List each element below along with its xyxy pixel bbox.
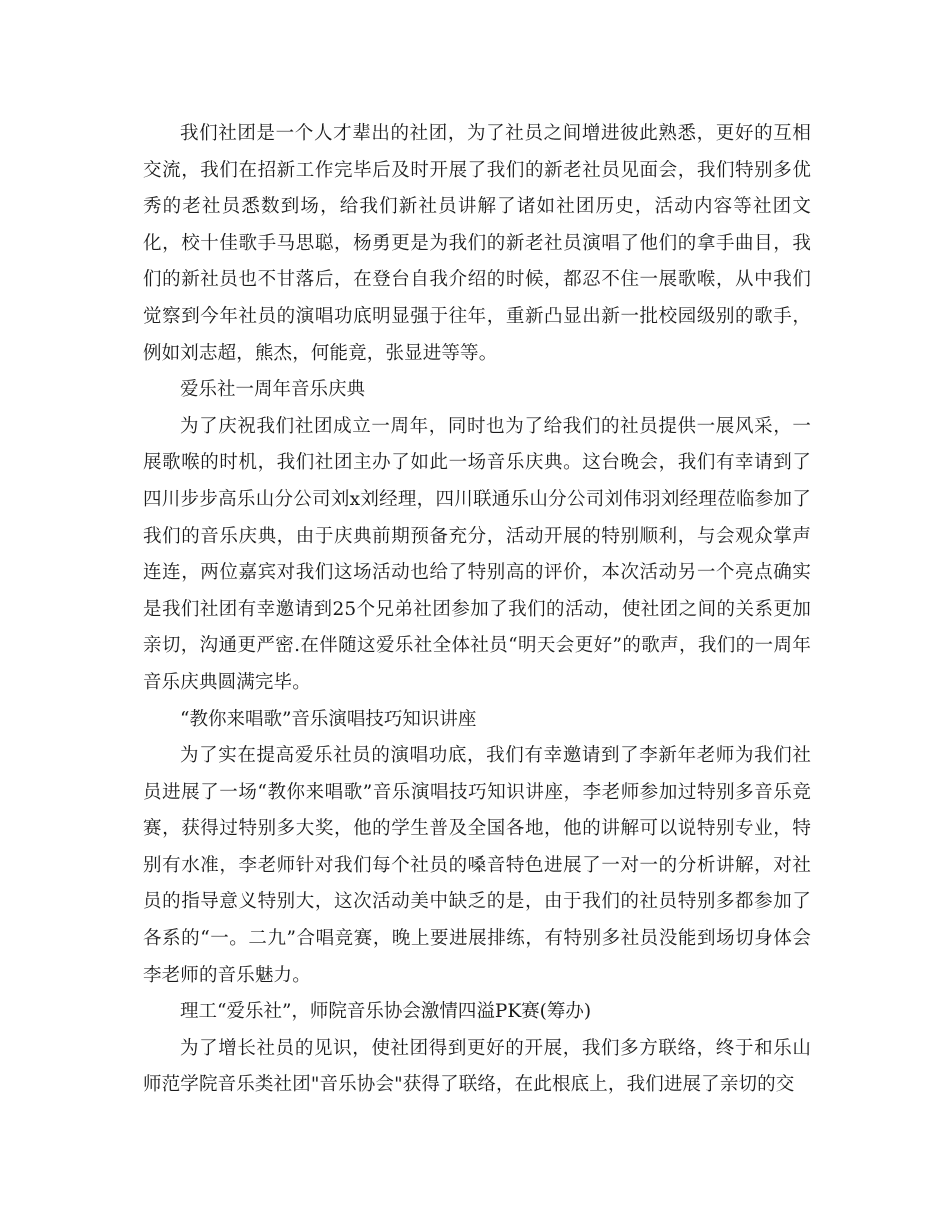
paragraph-anniversary-celebration: 为了庆祝我们社团成立一周年，同时也为了给我们的社员提供一展风采，一展歌喉的时机，我们社团主办了如此一场音乐庆典。这台晚会，我们有幸请到了四川步步高乐山分公司刘x刘经理，四川联通乐山分公司刘伟羽刘经理莅临参加了我们的音乐庆典，由于庆典前期预备充分，活动开展的特别顺利，与会观众掌声连连，两位嘉宾对我们这场活动也给了特别高的评价，本次活动另一个亮点确实是我们社团有幸邀请到25个兄弟社团参加了我们的活动，使社团之间的关系更加亲切，沟通更严密.在伴随这爱乐社全体社员“明天会更好”的歌声，我们的一周年音乐庆典圆满完毕。	[143, 415, 811, 693]
section-heading-pk-contest: 理工“爱乐社”，师院音乐协会激情四溢PK赛(筹办)	[180, 1001, 592, 1023]
paragraph-singing-lecture: 为了实在提高爱乐社员的演唱功底，我们有幸邀请到了李新年老师为我们社员进展了一场“教你来唱歌”音乐演唱技巧知识讲座，李老师参加过特别多音乐竞赛，获得过特别多大奖，他的学生普及全国各地，他的讲解可以说特别专业，特别有水准，李老师针对我们每个社员的嗓音特色进展了一对一的分析讲解，对社员的指导意义特别大，这次活动美中缺乏的是，由于我们的社员特别多都参加了各系的“一。二九”合唱竞赛，晚上要进展排练，有特别多社员没能到场切身体会李老师的音乐魅力。	[143, 745, 811, 986]
document-body	[143, 116, 811, 1104]
paragraph-pk-contest: 为了增长社员的见识，使社团得到更好的开展，我们多方联络，终于和乐山师范学院音乐类社团"音乐协会"获得了联络，在此根底上，我们进展了亲切的交	[143, 1037, 811, 1096]
section-heading-singing-lecture: “教你来唱歌”音乐演唱技巧知识讲座	[180, 708, 477, 730]
section-heading-anniversary: 爱乐社一周年音乐庆典	[180, 379, 366, 401]
paragraph-new-member-meeting: 我们社团是一个人才辈出的社团，为了社员之间增进彼此熟悉，更好的互相交流，我们在招新工作完毕后及时开展了我们的新老社员见面会，我们特别多优秀的老社员悉数到场，给我们新社员讲解了诸如社团历史，活动内容等社团文化，校十佳歌手马思聪，杨勇更是为我们的新老社员演唱了他们的拿手曲目，我们的新社员也不甘落后，在登台自我介绍的时候，都忍不住一展歌喉，从中我们觉察到今年社员的演唱功底明显强于往年，重新凸显出新一批校园级别的歌手，例如刘志超，熊杰，何能竟，张显进等等。	[143, 123, 811, 364]
